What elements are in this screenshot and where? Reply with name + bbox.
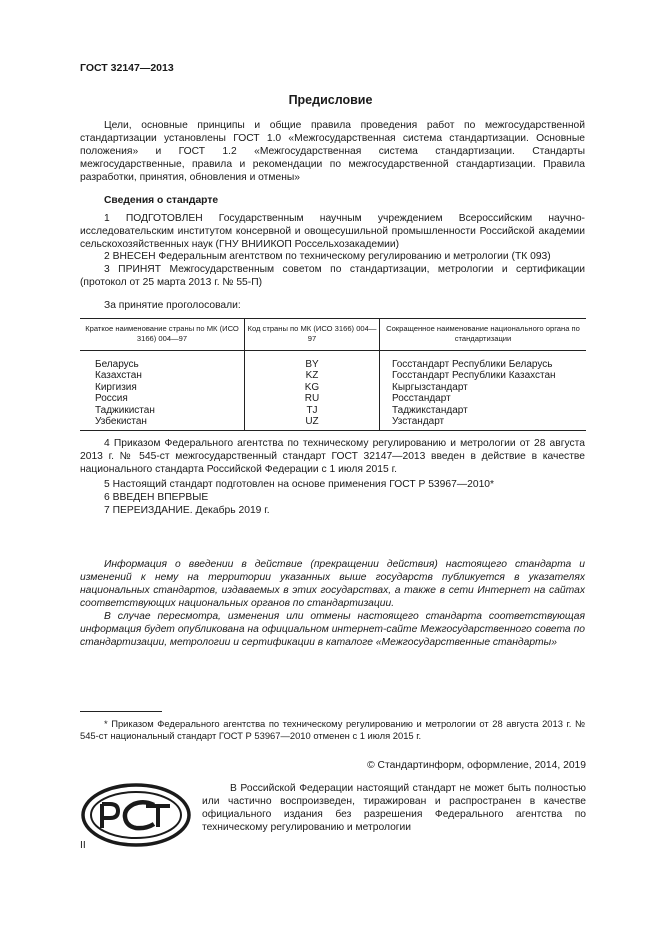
pct-certification-mark-icon (80, 782, 192, 848)
voting-table (80, 318, 586, 431)
body-cell: Госстандарт Республики Беларусь (380, 351, 587, 371)
table-row (80, 382, 586, 393)
table-header-row (80, 319, 586, 351)
section-title: Сведения о стандарте (104, 195, 219, 206)
body-cell: Кыргызстандарт (380, 382, 587, 393)
footnote-divider (80, 711, 162, 712)
footnote (80, 718, 585, 742)
item-3 (80, 263, 585, 289)
item-4 (80, 437, 585, 476)
country-cell: Казахстан (95, 370, 142, 382)
table-row (80, 416, 586, 431)
table-row (80, 393, 586, 404)
country-cell: Россия (95, 393, 128, 405)
column-header-code: Код страны по МК (ИСО 3166) 004—97 (245, 319, 380, 351)
info-paragraph-1 (80, 558, 585, 610)
body-cell: Госстандарт Республики Казахстан (380, 370, 587, 381)
column-header-body: Сокращенное наименование национального органа по стандартизации (380, 319, 587, 351)
info-1-text: Информация о введении в действие (прекращении действия) настоящего стандарта и изменений к нему на территории указанных выше государств публикуется в указателях национальных стандартов, издаваемых в этих государствах, а также в сети Интернет на сайтах соответствующих национальных органов по стандартизации. (80, 559, 585, 609)
item-3-text: 3 ПРИНЯТ Межгосударственным советом по стандартизации, метрологии и сертификации (протокол от 25 марта 2013 г. № 55-П) (80, 264, 585, 288)
item-2-text: 2 ВНЕСЕН Федеральным агентством по техническому регулированию и метрологии (ТК 093) (104, 251, 551, 262)
document-code-header: ГОСТ 32147—2013 (80, 62, 174, 74)
item-6 (80, 491, 585, 504)
page-number: II (80, 840, 86, 851)
reproduction-notice (202, 782, 586, 834)
column-header-country: Краткое наименование страны по МК (ИСО 3166) 004—97 (80, 319, 245, 351)
intro-paragraph (80, 119, 585, 184)
country-cell: Узбекистан (80, 416, 245, 431)
item-6-text: 6 ВВЕДЕН ВПЕРВЫЕ (104, 492, 209, 503)
item-7-text: 7 ПЕРЕИЗДАНИЕ. Декабрь 2019 г. (104, 505, 270, 516)
code-cell: UZ (245, 416, 380, 431)
body-cell: Узстандарт (380, 416, 587, 431)
page-title: Предисловие (288, 93, 373, 107)
body-cell: Росстандарт (380, 393, 587, 404)
table-row (80, 405, 586, 416)
vote-intro-text: За принятие проголосовали: (104, 300, 241, 311)
country-cell: Таджикистан (95, 404, 155, 416)
code-cell: TJ (245, 405, 380, 416)
table-row (80, 370, 586, 381)
vote-intro (80, 299, 585, 312)
item-4-text: 4 Приказом Федерального агентства по техническому регулированию и метрологии от 28 августа 2013 г. № 545-ст межгосударственный стандарт ГОСТ 32147—2013 введен в действие в качестве национального стандарта Российской Федерации с 1 июля 2015 г. (80, 438, 585, 475)
footnote-text: * Приказом Федерального агентства по техническому регулированию и метрологии от 28 августа 2013 г. № 545-ст национальный стандарт ГОСТ Р 53967—2010 отменен с 1 июля 2015 г. (80, 718, 585, 741)
code-cell: KZ (245, 370, 380, 381)
code-cell: BY (245, 351, 380, 371)
info-paragraph-2 (80, 610, 585, 649)
notice-text: В Российской Федерации настоящий стандарт не может быть полностью или частично воспроизведен, тиражирован и распространен в качестве официального издания без разрешения Федерального агентства по техническому регулированию и метрологии (202, 783, 586, 833)
copyright: © Стандартинформ, оформление, 2014, 2019 (367, 760, 586, 771)
item-5-text: 5 Настоящий стандарт подготовлен на основе применения ГОСТ Р 53967—2010* (104, 479, 495, 490)
item-7 (80, 504, 585, 517)
code-cell: RU (245, 393, 380, 404)
country-cell: Беларусь (95, 359, 139, 370)
item-1-text: 1 ПОДГОТОВЛЕН Государственным научным учреждением Всероссийским научно-исследовательским институтом консервной и овощесушильной промышленности Российской академии сельскохозяйственных наук (ГНУ ВНИИКОП Россельхозакадемии) (80, 213, 585, 250)
code-cell: KG (245, 382, 380, 393)
item-2 (80, 250, 585, 263)
table-row (80, 351, 586, 371)
item-1 (80, 212, 585, 251)
country-cell: Киргизия (95, 381, 137, 393)
body-cell: Таджикстандарт (380, 405, 587, 416)
intro-text: Цели, основные принципы и общие правила проведения работ по межгосударственной стандартизации установлены ГОСТ 1.0 «Межгосударственная система стандартизации. Основные положения» и ГОСТ 1.2 «Межгосударственная система стандартизации. Стандарты межгосударственные, правила и рекомендации по межгосударственной стандартизации. Правила разработки, принятия, обновления и отмены» (80, 120, 585, 183)
item-5 (80, 478, 585, 491)
info-2-text: В случае пересмотра, изменения или отмены настоящего стандарта соответствующая информация будет опубликована на официальном интернет-сайте Межгосударственного совета по стандартизации, метрологии и сертификации в каталоге «Межгосударственные стандарты» (80, 611, 585, 648)
